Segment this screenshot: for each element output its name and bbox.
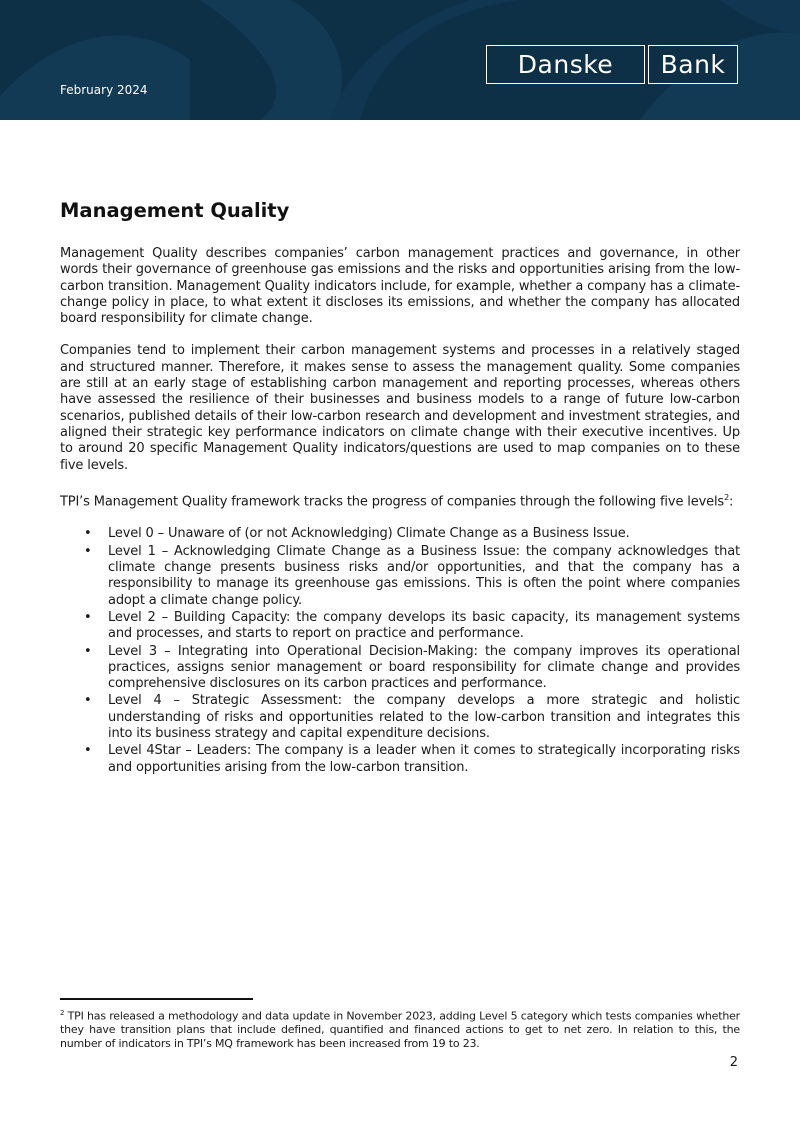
list-item <box>60 743 740 776</box>
page-number: 2 <box>729 1055 738 1070</box>
logo-danske: Danske <box>486 45 645 84</box>
intro-paragraph <box>60 490 740 511</box>
levels-list <box>60 526 740 775</box>
intro-text: TPI’s Management Quality framework tracks the progress of companies through the following five levels <box>60 494 725 510</box>
list-item <box>60 610 740 643</box>
bullet-icon: • <box>84 609 92 625</box>
level-text: Level 4Star – Leaders: The company is a leader when it comes to strategically incorporating risks and opportunities arising from the low-carbon transition. <box>108 743 740 775</box>
logo-bank: Bank <box>648 45 738 84</box>
list-item <box>60 526 740 542</box>
main-content <box>60 199 740 777</box>
bullet-icon: • <box>84 693 92 709</box>
intro-suffix: : <box>729 494 734 510</box>
list-item <box>60 693 740 742</box>
list-item <box>60 544 740 609</box>
level-text: Level 3 – Integrating into Operational Decision-Making: the company improves its operational practices, assigns senior management or board responsibility for climate change and provides comprehensive disclosures on its carbon practices and performance. <box>108 643 740 692</box>
footnote <box>60 1007 740 1050</box>
report-date: February 2024 <box>60 83 148 97</box>
list-item <box>60 644 740 693</box>
page-header <box>0 0 800 120</box>
footnote-divider <box>60 998 253 1000</box>
footnote-text: TPI has released a methodology and data update in November 2023, adding Level 5 category which tests companies whether they have transition plans that include defined, quantified and financed actions to get to net zero. In relation to this, the number of indicators in TPI’s MQ framework has been increased from 19 to 23. <box>60 1009 740 1050</box>
level-text: Level 2 – Building Capacity: the company develops its basic capacity, its management systems and processes, and starts to report on practice and performance. <box>108 609 740 642</box>
bullet-icon: • <box>84 743 92 759</box>
level-text: Level 1 – Acknowledging Climate Change as a Business Issue: the company acknowledges that climate change presents business risks and/or opportunities, and that the company has a responsibility to manage its greenhouse gas emissions. This is often the point where companies adopt a climate change policy. <box>108 543 740 608</box>
paragraph-2: Companies tend to implement their carbon management systems and processes in a relatively staged and structured manner. Therefore, it makes sense to assess the management quality. Some companies are still at an early stage of establishing carbon management and reporting processes, whereas others have assessed the resilience of their businesses and business models to a range of future low-carbon scenarios, published details of their low-carbon research and development and investment strategies, and aligned their strategic key performance indicators on climate change with their executive incentives. Up to around 20 specific Management Quality indicators/questions are used to map companies on to these five levels. <box>60 343 740 473</box>
bullet-icon: • <box>84 526 92 542</box>
paragraph-1: Management Quality describes companies’ carbon management practices and governance, in other words their governance of greenhouse gas emissions and the risks and opportunities arising from the low-carbon transition. Management Quality indicators include, for example, whether a company has a climate-change policy in place, to what extent it discloses its emissions, and whether the company has allocated board responsibility for climate change. <box>60 246 740 327</box>
danske-bank-logo <box>486 45 738 84</box>
bullet-icon: • <box>84 643 92 659</box>
bullet-icon: • <box>84 543 92 559</box>
level-text: Level 0 – Unaware of (or not Acknowledging) Climate Change as a Business Issue. <box>108 526 630 542</box>
level-text: Level 4 – Strategic Assessment: the company develops a more strategic and holistic understanding of risks and opportunities related to the low-carbon transition and integrates this into its business strategy and capital expenditure decisions. <box>108 693 740 742</box>
footnote-number: 2 <box>60 1009 65 1017</box>
footnote-reference[interactable]: 2 <box>724 492 730 502</box>
section-title: Management Quality <box>60 199 290 222</box>
